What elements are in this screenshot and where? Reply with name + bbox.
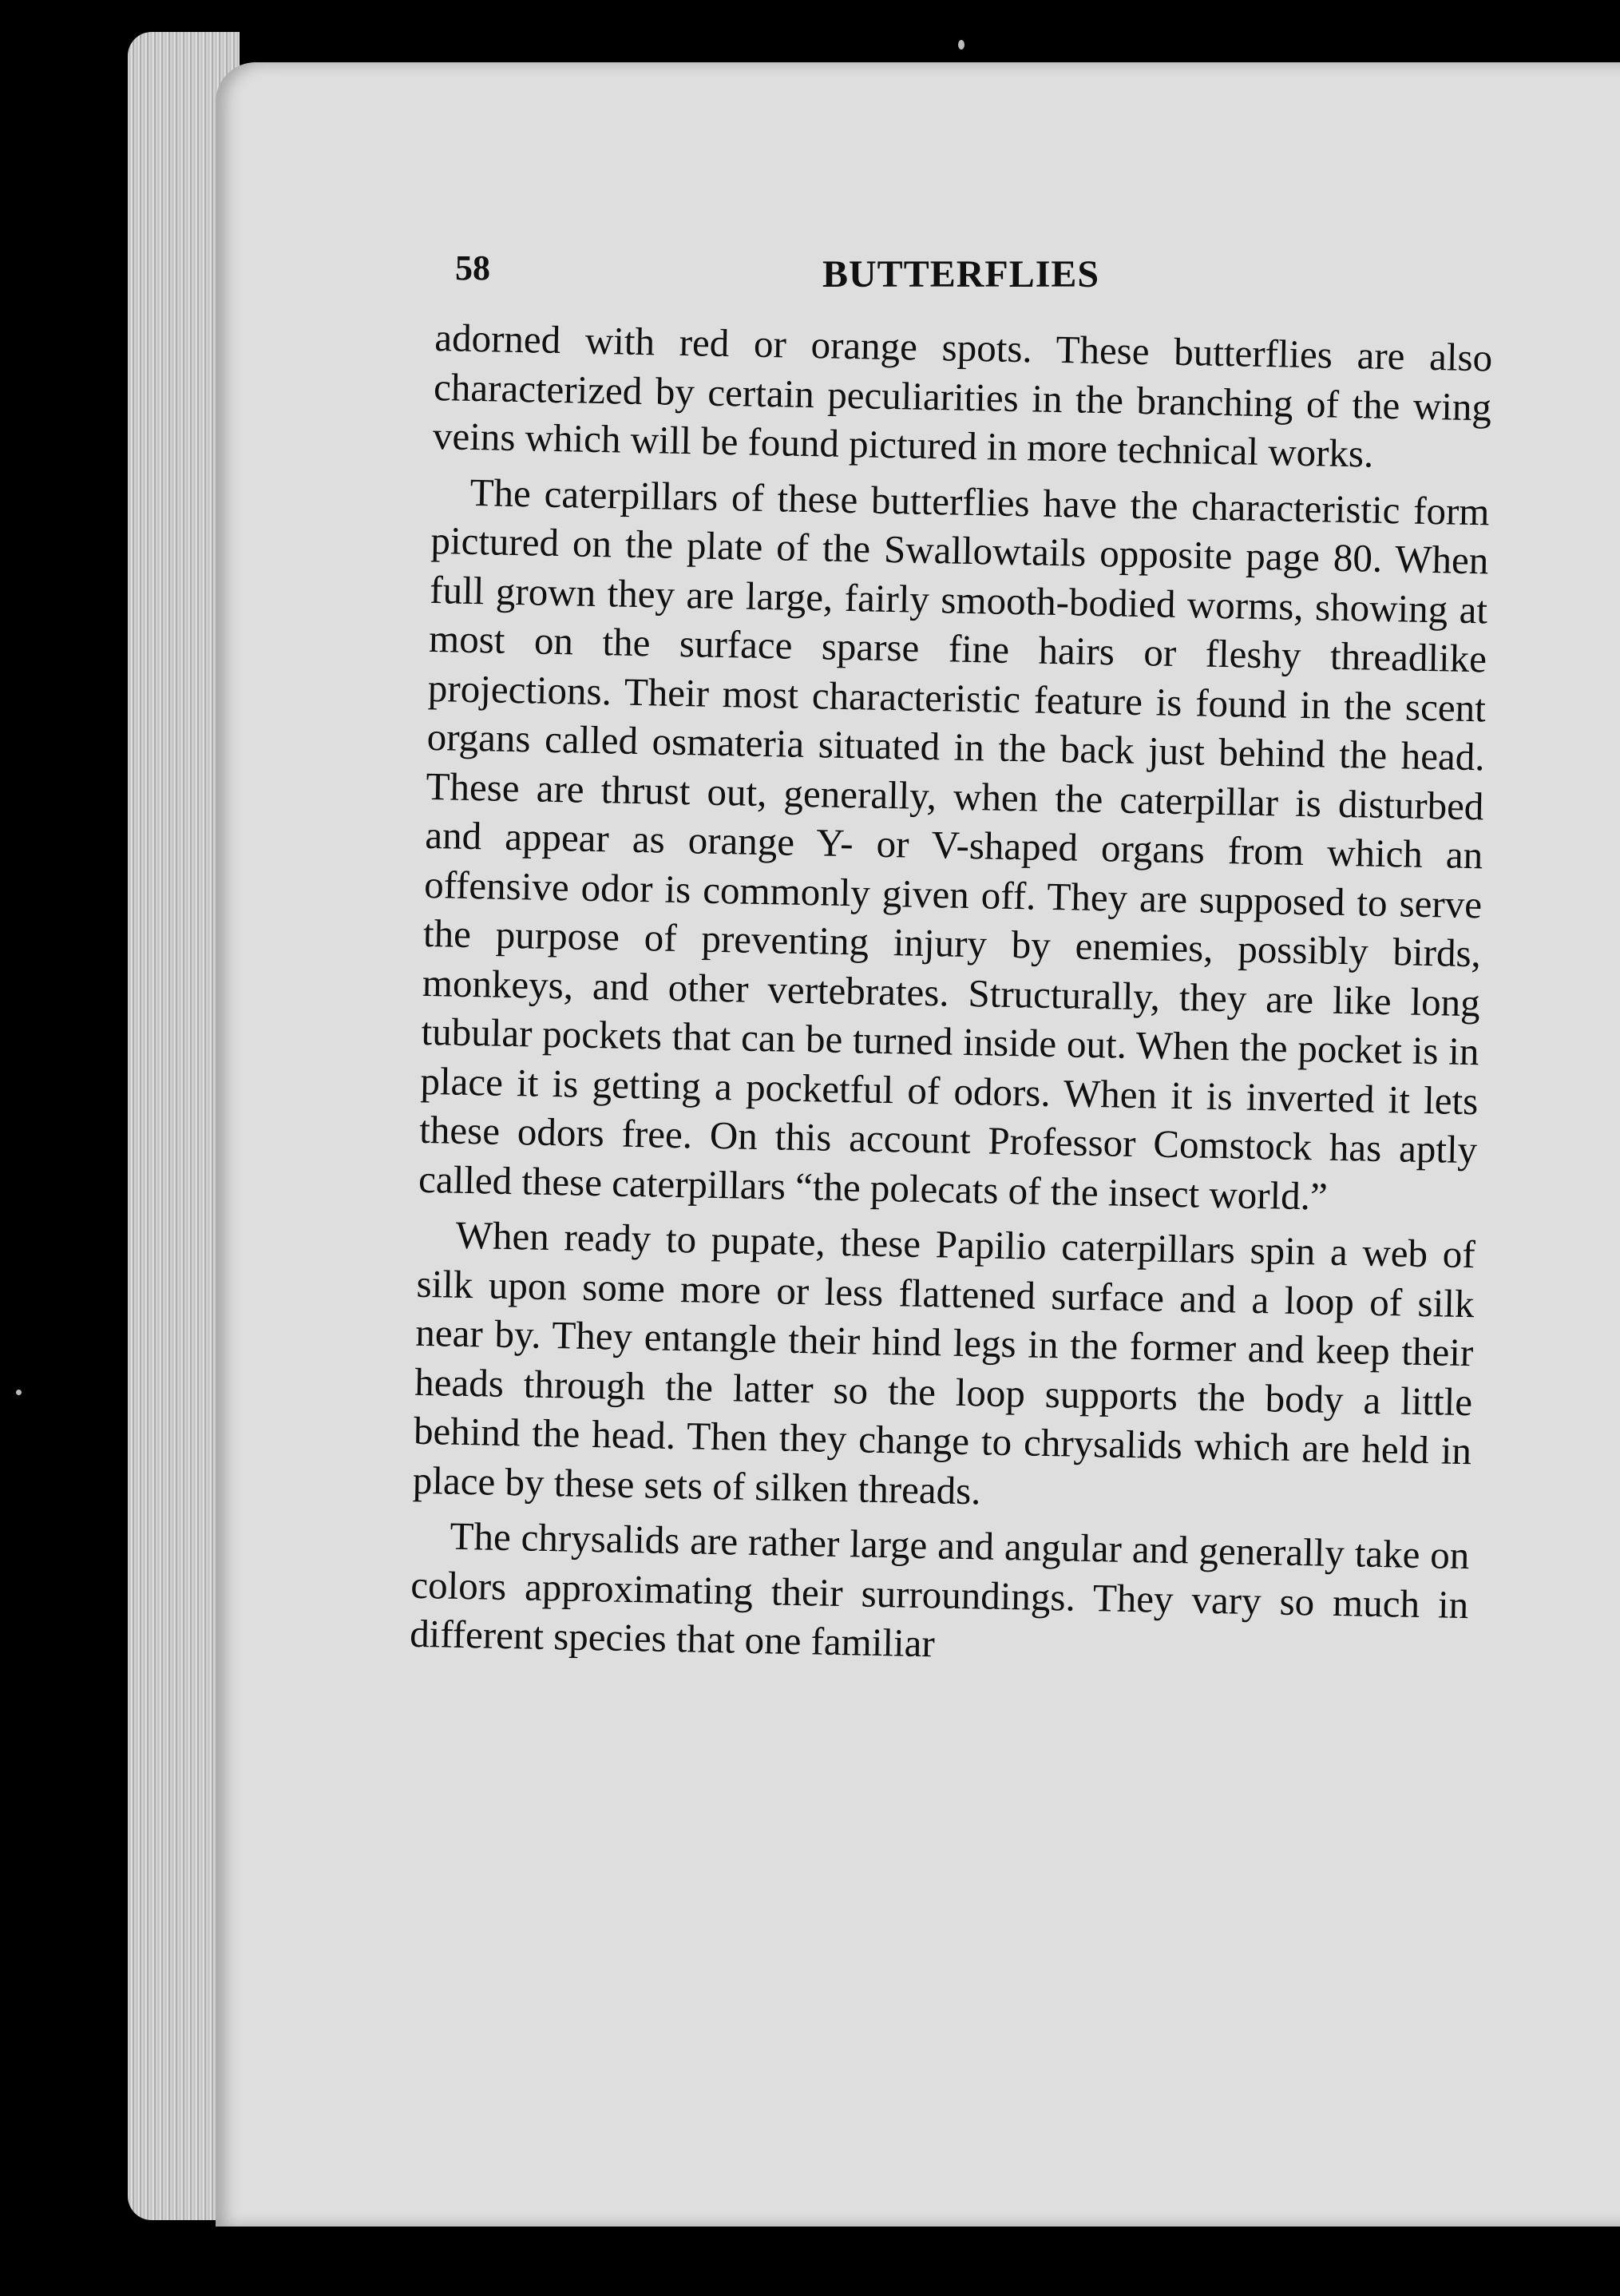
paragraph-4: The chrysalids are rather large and angular and generally take on colors approximating their surroundings. They vary so much in different species that one familiar	[409, 1513, 1470, 1666]
body-text	[410, 313, 1493, 1685]
paragraph-2: The caterpillars of these butterflies have the characteristic form pictured on the plate of the Swallowtails opposite page 80. When full grown they are large, fairly smooth-bodied worms, showing at most on the surface sparse fine hairs or fleshy threadlike projections. Their most characteristic feature is found in the scent organs called osmateria situated in the back just behind the head. These are thrust out, generally, when the caterpillar is disturbed and appear as orange Y- or V-shaped organs from which an offensive odor is commonly given off. They are supposed to serve the purpose of preventing injury by enemies, possibly birds, monkeys, and other vertebrates. Structurally, they are like long tubular pockets that can be turned inside out. When the pocket is in place it is getting a pocketful of odors. When it is inverted it lets these odors free. On this account Professor Comstock has aptly called these caterpillars “the polecats of the insect world.”	[418, 470, 1491, 1219]
scan-speck	[958, 40, 964, 50]
scan-speck	[16, 1390, 22, 1395]
page-number: 58	[455, 248, 490, 287]
paragraph-3: When ready to pupate, these Papilio caterpillars spin a web of silk upon some more or less flattened surface and a loop of silk near by. They entangle their hind legs in the former and keep their heads through the latter so the loop supports the body a little behind the head. Then they change to chrysalids which are held in place by these sets of silken threads.	[412, 1212, 1476, 1513]
page-heading: BUTTERFLIES	[822, 253, 1100, 295]
paragraph-1: adorned with red or orange spots. These butterflies are also characterized by certain peculiarities in the branching of the wing veins which will be found pictured in more technical works.	[432, 315, 1493, 476]
